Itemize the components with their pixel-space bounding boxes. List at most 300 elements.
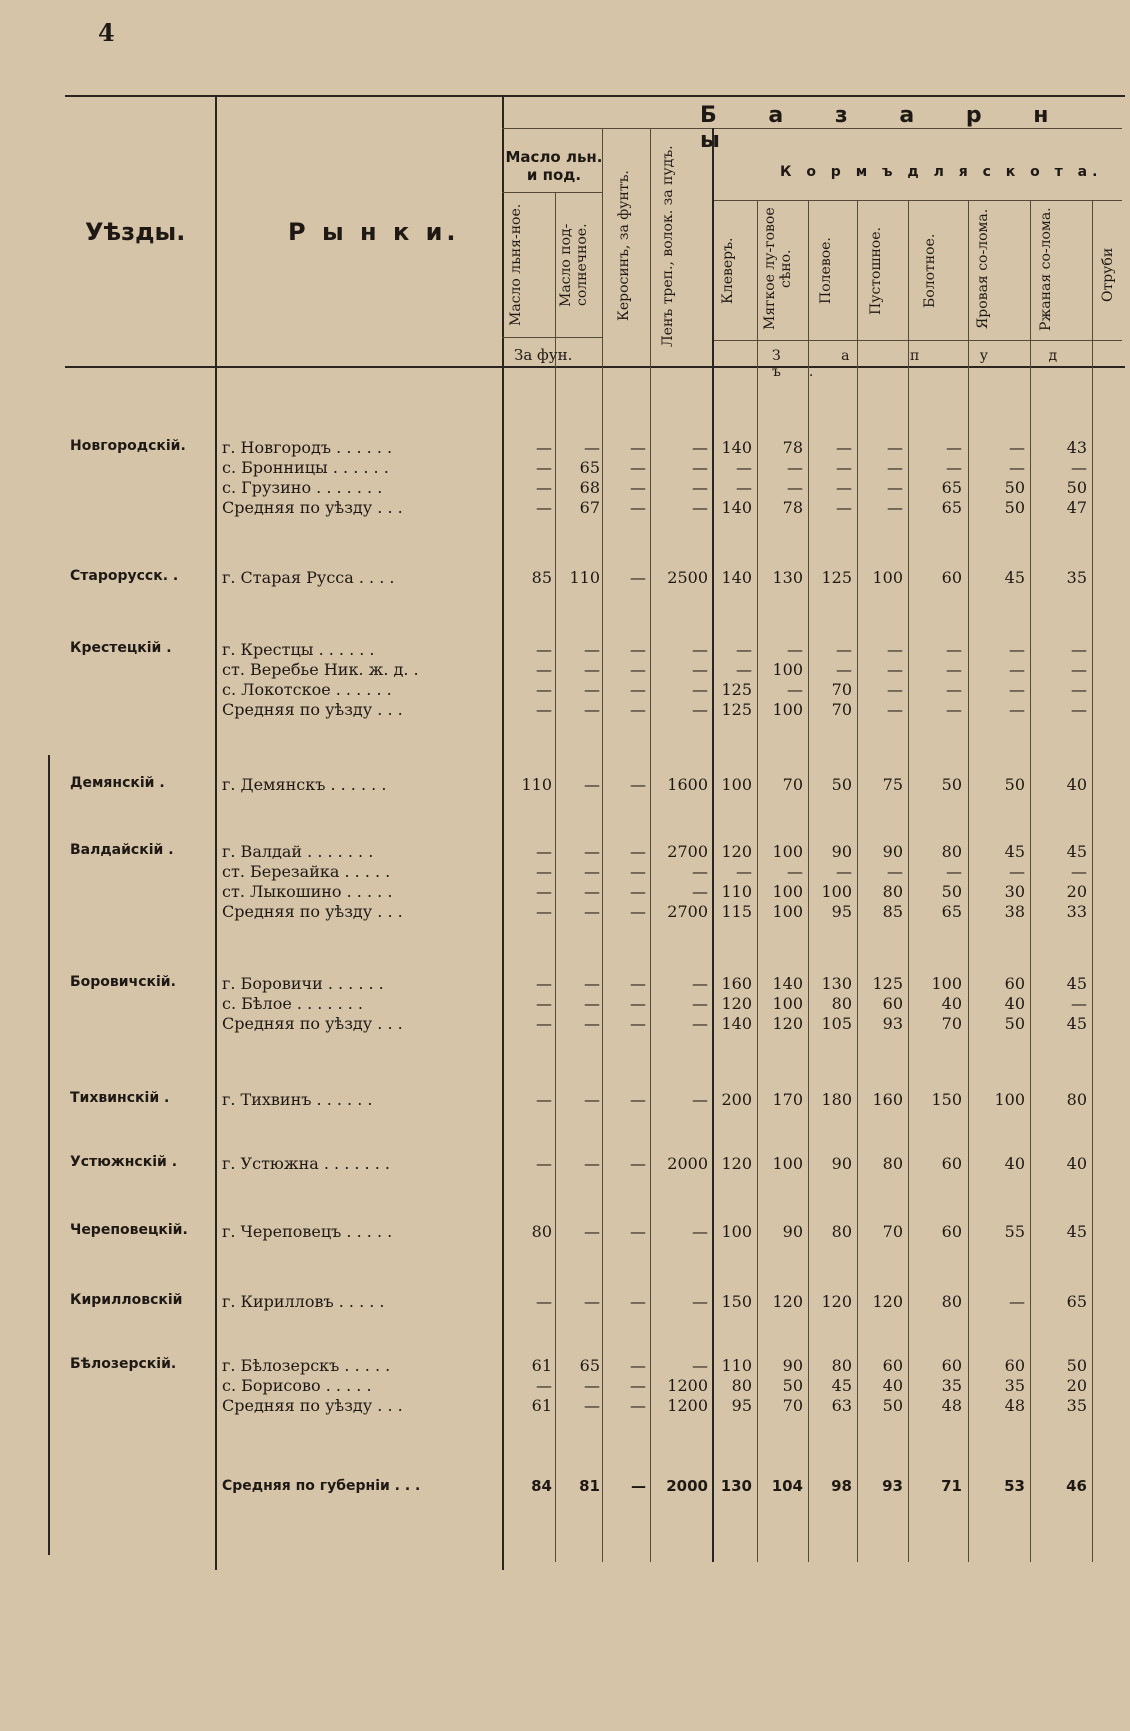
table-cell: 95 (731, 1396, 752, 1415)
table-cell: 60 (1004, 1356, 1025, 1375)
table-cell: — (536, 994, 552, 1013)
table-cell: — (887, 640, 903, 659)
table-cell: 85 (531, 568, 552, 587)
header-sunflower-oil: Масло под-солнечное. (558, 223, 590, 307)
header-kerosene: Керосинъ, за фунтъ. (616, 170, 632, 322)
table-cell: 1200 (667, 1396, 708, 1415)
table-cell: — (584, 1090, 600, 1109)
table-cell: — (630, 1222, 646, 1241)
table-cell: 80 (831, 1222, 852, 1241)
table-cell: — (887, 862, 903, 881)
table-cell: — (630, 862, 646, 881)
table-cell: 80 (731, 1376, 752, 1395)
table-cell: — (536, 680, 552, 699)
table-cell: 50 (1004, 498, 1025, 517)
table-cell: 33 (1066, 902, 1087, 921)
table-cell: 60 (941, 1356, 962, 1375)
table-cell: 130 (821, 974, 852, 993)
table-cell: 100 (721, 1222, 752, 1241)
column-divider (1092, 200, 1093, 1562)
table-cell: — (692, 1222, 708, 1241)
table-cell: 2000 (667, 1154, 708, 1173)
table-cell: 50 (1004, 478, 1025, 497)
table-cell: — (946, 640, 962, 659)
table-cell: — (584, 640, 600, 659)
district-name: Крестецкій . (70, 640, 172, 656)
table-cell: — (630, 680, 646, 699)
table-cell: — (630, 1154, 646, 1173)
table-cell: 100 (772, 700, 803, 719)
table-cell: 43 (1066, 438, 1087, 457)
table-cell: 35 (941, 1376, 962, 1395)
table-cell: — (584, 842, 600, 861)
table-cell: 80 (831, 994, 852, 1013)
table-cell: 130 (772, 568, 803, 587)
table-cell: 160 (721, 974, 752, 993)
table-cell: — (787, 862, 803, 881)
market-name: г. Новгородъ . . . . . . (222, 438, 393, 457)
table-cell: 75 (882, 775, 903, 794)
table-cell: 48 (1004, 1396, 1025, 1415)
table-cell: 130 (720, 1477, 752, 1495)
table-cell: — (630, 478, 646, 497)
header-wasteland-hay: Пустошное. (868, 227, 884, 315)
market-name: с. Грузино . . . . . . . (222, 478, 383, 497)
table-cell: — (946, 660, 962, 679)
table-cell: — (787, 478, 803, 497)
table-cell: 110 (569, 568, 600, 587)
table-cell: — (1071, 680, 1087, 699)
table-cell: 50 (1066, 478, 1087, 497)
table-cell: — (692, 498, 708, 517)
table-cell: 100 (772, 882, 803, 901)
table-cell: 120 (872, 1292, 903, 1311)
column-divider (215, 95, 217, 1570)
district-name: Тихвинскій . (70, 1090, 170, 1106)
table-cell: — (1071, 862, 1087, 881)
table-cell: — (887, 680, 903, 699)
table-cell: 50 (1066, 1356, 1087, 1375)
table-cell: 50 (941, 882, 962, 901)
table-cell: — (836, 498, 852, 517)
table-cell: — (584, 660, 600, 679)
table-cell: 67 (579, 498, 600, 517)
header-bazaar-title: Б а з а р н ы (700, 103, 1071, 153)
market-name: г. Кирилловъ . . . . . (222, 1292, 385, 1311)
table-cell: — (692, 974, 708, 993)
table-cell: — (584, 974, 600, 993)
table-cell: — (692, 1014, 708, 1033)
table-cell: — (536, 660, 552, 679)
header-field-hay: Полевое. (818, 237, 834, 305)
table-cell: — (692, 680, 708, 699)
district-name: Кирилловскій (70, 1292, 183, 1308)
header-swamp-hay: Болотное. (922, 233, 938, 309)
table-cell: 71 (941, 1477, 962, 1495)
table-cell: — (1009, 458, 1025, 477)
table-cell: — (584, 902, 600, 921)
table-cell: 45 (831, 1376, 852, 1395)
market-name: г. Старая Русса . . . . (222, 568, 395, 587)
market-name: г. Боровичи . . . . . . (222, 974, 384, 993)
table-cell: — (692, 1292, 708, 1311)
table-cell: — (946, 700, 962, 719)
table-cell: 68 (579, 478, 600, 497)
table-cell: 1600 (667, 775, 708, 794)
table-cell: — (887, 438, 903, 457)
table-cell: 110 (521, 775, 552, 794)
table-cell: 2000 (666, 1477, 708, 1495)
table-cell: — (1009, 1292, 1025, 1311)
table-cell: 90 (882, 842, 903, 861)
header-spring-straw: Яровая со-лома. (975, 208, 991, 330)
table-cell: 100 (772, 994, 803, 1013)
header-rule (502, 192, 602, 193)
table-cell: 45 (1004, 842, 1025, 861)
table-cell: — (1009, 660, 1025, 679)
market-name: Средняя по уѣзду . . . (222, 1014, 403, 1033)
market-name: с. Бронницы . . . . . . (222, 458, 389, 477)
table-cell: — (692, 862, 708, 881)
table-cell: 170 (772, 1090, 803, 1109)
table-cell: 30 (1004, 882, 1025, 901)
table-cell: — (536, 458, 552, 477)
table-cell: 100 (872, 568, 903, 587)
table-cell: — (630, 568, 646, 587)
table-cell: 40 (882, 1376, 903, 1395)
table-cell: — (887, 660, 903, 679)
table-cell: — (736, 862, 752, 881)
table-cell: — (836, 438, 852, 457)
table-cell: — (692, 1356, 708, 1375)
table-cell: — (1009, 700, 1025, 719)
table-cell: — (630, 498, 646, 517)
table-cell: 100 (994, 1090, 1025, 1109)
table-cell: 65 (1066, 1292, 1087, 1311)
table-cell: 70 (782, 1396, 803, 1415)
table-cell: — (536, 862, 552, 881)
table-cell: 120 (721, 842, 752, 861)
table-cell: 125 (872, 974, 903, 993)
table-cell: 93 (882, 1014, 903, 1033)
table-cell: — (630, 1014, 646, 1033)
table-cell: — (946, 680, 962, 699)
unit-per-pud: З а п у д ъ. (772, 348, 1086, 380)
table-cell: — (1009, 680, 1025, 699)
table-cell: 40 (941, 994, 962, 1013)
table-cell: 60 (941, 568, 962, 587)
table-cell: — (1009, 640, 1025, 659)
table-cell: 80 (882, 882, 903, 901)
table-cell: 120 (772, 1292, 803, 1311)
table-cell: 120 (721, 994, 752, 1013)
table-cell: — (584, 1014, 600, 1033)
table-cell: 80 (531, 1222, 552, 1241)
table-cell: 95 (831, 902, 852, 921)
header-bran: Отруби (1100, 247, 1116, 303)
header-flax: Ленъ треп., волок. за пудъ. (660, 145, 676, 347)
page-number: 4 (98, 18, 115, 47)
table-cell: — (692, 700, 708, 719)
market-name: г. Бѣлозерскъ . . . . . (222, 1356, 391, 1375)
table-cell: 140 (721, 1014, 752, 1033)
market-name: ст. Березайка . . . . . (222, 862, 391, 881)
column-divider (502, 95, 504, 1570)
header-oil-group: Масло льн. и под. (505, 148, 603, 184)
market-name: Средняя по уѣзду . . . (222, 498, 403, 517)
table-cell: — (887, 700, 903, 719)
table-cell: — (630, 700, 646, 719)
table-cell: — (536, 1154, 552, 1173)
table-cell: 125 (721, 680, 752, 699)
table-cell: — (630, 660, 646, 679)
district-name: Устюжнскій . (70, 1154, 178, 1170)
table-cell: — (536, 478, 552, 497)
table-cell: — (536, 842, 552, 861)
table-cell: — (946, 862, 962, 881)
table-cell: — (536, 1376, 552, 1395)
table-cell: 200 (721, 1090, 752, 1109)
table-cell: — (584, 775, 600, 794)
table-cell: 160 (872, 1090, 903, 1109)
table-cell: — (536, 902, 552, 921)
table-cell: — (692, 458, 708, 477)
table-cell: — (630, 842, 646, 861)
table-cell: — (692, 994, 708, 1013)
header-rule (712, 200, 1122, 201)
table-cell: 35 (1004, 1376, 1025, 1395)
table-cell: 150 (931, 1090, 962, 1109)
table-cell: — (887, 498, 903, 517)
table-cell: 1200 (667, 1376, 708, 1395)
table-cell: — (692, 882, 708, 901)
table-cell: 55 (1004, 1222, 1025, 1241)
table-cell: — (736, 660, 752, 679)
table-cell: 84 (531, 1477, 552, 1495)
table-cell: 2700 (667, 842, 708, 861)
table-cell: 125 (721, 700, 752, 719)
table-cell: — (630, 1396, 646, 1415)
table-cell: 105 (821, 1014, 852, 1033)
table-cell: — (584, 862, 600, 881)
table-cell: 80 (831, 1356, 852, 1375)
table-cell: 20 (1066, 882, 1087, 901)
table-cell: — (1009, 862, 1025, 881)
table-cell: — (536, 1292, 552, 1311)
table-cell: — (536, 974, 552, 993)
table-cell: 61 (531, 1396, 552, 1415)
table-cell: — (1071, 994, 1087, 1013)
table-cell: 104 (771, 1477, 803, 1495)
table-cell: — (736, 640, 752, 659)
table-cell: 140 (721, 498, 752, 517)
table-cell: 50 (782, 1376, 803, 1395)
table-cell: — (584, 1154, 600, 1173)
table-cell: 125 (821, 568, 852, 587)
market-name: ст. Лыкошино . . . . . (222, 882, 393, 901)
table-cell: — (536, 1090, 552, 1109)
table-cell: — (630, 1356, 646, 1375)
table-cell: 65 (941, 478, 962, 497)
table-cell: 70 (882, 1222, 903, 1241)
district-name: Череповецкій. (70, 1222, 188, 1238)
district-name: Бѣлозерскій. (70, 1356, 177, 1372)
header-fodder-group: К о р м ъ д л я с к о т а. (780, 164, 1103, 180)
table-cell: — (787, 680, 803, 699)
table-cell: 60 (941, 1154, 962, 1173)
table-cell: — (584, 700, 600, 719)
table-cell: 61 (531, 1356, 552, 1375)
table-cell: — (536, 640, 552, 659)
table-cell: — (692, 660, 708, 679)
table-cell: — (787, 640, 803, 659)
district-name: Старорусск. . (70, 568, 179, 584)
market-name: ст. Веребье Ник. ж. д. . (222, 660, 419, 679)
table-cell: 90 (782, 1356, 803, 1375)
table-cell: — (584, 994, 600, 1013)
table-cell: 120 (772, 1014, 803, 1033)
header-linseed-oil: Масло льня-ное. (508, 203, 524, 327)
table-cell: 80 (941, 842, 962, 861)
market-name: Средняя по уѣзду . . . (222, 1396, 403, 1415)
table-cell: — (1071, 700, 1087, 719)
table-cell: 50 (1004, 1014, 1025, 1033)
table-cell: 115 (721, 902, 752, 921)
table-cell: 53 (1004, 1477, 1025, 1495)
table-cell: — (946, 438, 962, 457)
market-name: г. Устюжна . . . . . . . (222, 1154, 390, 1173)
table-cell: — (630, 1376, 646, 1395)
table-cell: 81 (579, 1477, 600, 1495)
table-cell: — (736, 458, 752, 477)
table-cell: 90 (782, 1222, 803, 1241)
table-cell: 100 (772, 1154, 803, 1173)
table-cell: — (584, 1222, 600, 1241)
table-cell: 85 (882, 902, 903, 921)
table-top-rule (65, 95, 1125, 97)
table-cell: 78 (782, 498, 803, 517)
table-cell: 35 (1066, 568, 1087, 587)
table-cell: — (692, 478, 708, 497)
table-cell: 78 (782, 438, 803, 457)
table-cell: 35 (1066, 1396, 1087, 1415)
table-cell: 80 (1066, 1090, 1087, 1109)
market-name: г. Тихвинъ . . . . . . (222, 1090, 373, 1109)
table-cell: 150 (721, 1292, 752, 1311)
market-name: г. Череповецъ . . . . . (222, 1222, 393, 1241)
table-cell: — (836, 862, 852, 881)
table-cell: 50 (941, 775, 962, 794)
district-name: Валдайскій . (70, 842, 174, 858)
table-cell: 70 (941, 1014, 962, 1033)
table-cell: — (536, 1014, 552, 1033)
table-cell: 140 (721, 438, 752, 457)
table-cell: 80 (941, 1292, 962, 1311)
left-rule (48, 755, 50, 1555)
table-cell: — (584, 680, 600, 699)
table-cell: 46 (1066, 1477, 1087, 1495)
table-cell: — (630, 640, 646, 659)
table-cell: — (692, 640, 708, 659)
table-cell: 100 (721, 775, 752, 794)
table-cell: — (1071, 660, 1087, 679)
unit-per-funt: За фун. (514, 346, 573, 364)
header-markets: Р ы н к и. (288, 218, 460, 246)
table-cell: — (536, 882, 552, 901)
header-clover: Клеверъ. (720, 237, 736, 305)
table-cell: — (630, 438, 646, 457)
table-cell: 38 (1004, 902, 1025, 921)
table-cell: 98 (831, 1477, 852, 1495)
table-cell: — (692, 1090, 708, 1109)
table-cell: — (584, 438, 600, 457)
table-cell: 93 (882, 1477, 903, 1495)
table-cell: 110 (721, 1356, 752, 1375)
table-cell: 70 (782, 775, 803, 794)
table-cell: — (836, 640, 852, 659)
table-cell: 100 (772, 902, 803, 921)
table-cell: — (536, 498, 552, 517)
table-cell: — (630, 775, 646, 794)
table-cell: — (630, 882, 646, 901)
table-cell: — (536, 700, 552, 719)
market-name: с. Борисово . . . . . (222, 1376, 372, 1395)
table-cell: 47 (1066, 498, 1087, 517)
header-meadow-hay: Мягкое лу-говое сѣно. (762, 207, 794, 331)
table-cell: — (1071, 640, 1087, 659)
table-cell: 45 (1066, 974, 1087, 993)
table-cell: 50 (1004, 775, 1025, 794)
table-cell: — (630, 1090, 646, 1109)
table-cell: 65 (941, 902, 962, 921)
table-cell: — (887, 478, 903, 497)
table-cell: — (836, 478, 852, 497)
table-cell: 120 (821, 1292, 852, 1311)
district-name: Демянскій . (70, 775, 165, 791)
table-cell: 48 (941, 1396, 962, 1415)
table-cell: 45 (1066, 1014, 1087, 1033)
table-cell: 140 (721, 568, 752, 587)
table-cell: 40 (1066, 1154, 1087, 1173)
table-cell: 60 (941, 1222, 962, 1241)
table-cell: 2500 (667, 568, 708, 587)
table-cell: 2700 (667, 902, 708, 921)
table-cell: 65 (579, 1356, 600, 1375)
table-cell: — (736, 478, 752, 497)
table-cell: — (836, 660, 852, 679)
table-cell: 100 (821, 882, 852, 901)
table-cell: — (836, 458, 852, 477)
district-name: Боровичскій. (70, 974, 176, 990)
table-cell: 45 (1066, 1222, 1087, 1241)
table-cell: 20 (1066, 1376, 1087, 1395)
header-rye-straw: Ржаная со-лома. (1038, 207, 1054, 331)
market-name: с. Бѣлое . . . . . . . (222, 994, 364, 1013)
table-cell: — (630, 458, 646, 477)
table-cell: 100 (931, 974, 962, 993)
table-cell: 45 (1066, 842, 1087, 861)
table-cell: 60 (882, 994, 903, 1013)
table-cell: — (1009, 438, 1025, 457)
province-average-label: Средняя по губерніи . . . (222, 1478, 421, 1494)
table-cell: 60 (882, 1356, 903, 1375)
header-districts: Уѣзды. (85, 218, 186, 246)
table-cell: — (787, 458, 803, 477)
table-cell: 180 (821, 1090, 852, 1109)
table-cell: 65 (941, 498, 962, 517)
header-rule (712, 340, 1122, 341)
market-name: с. Локотское . . . . . . (222, 680, 392, 699)
